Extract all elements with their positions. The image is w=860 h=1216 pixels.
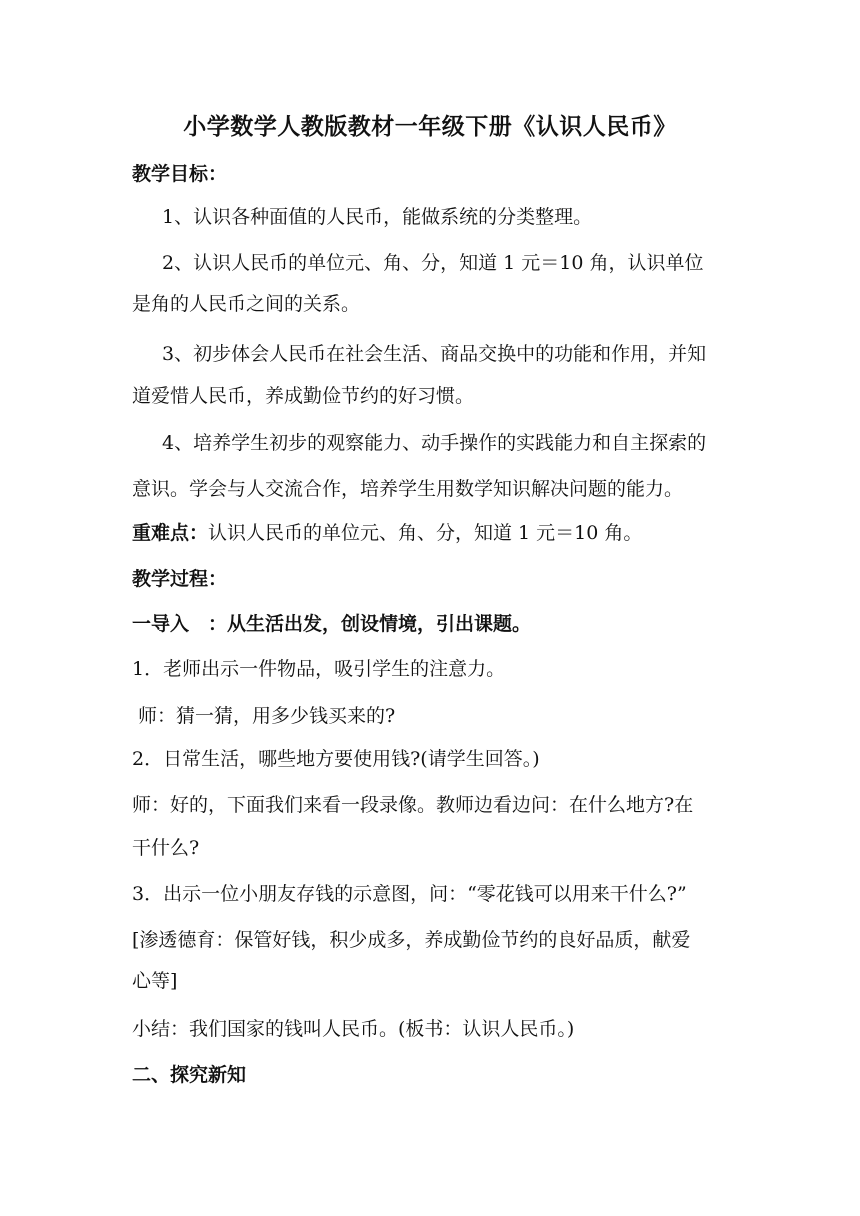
section-1-line-1: 1．老师出示一件物品，吸引学生的注意力。 xyxy=(132,658,506,680)
key-points-label: 重难点： xyxy=(132,522,209,544)
section-1-line-3: 2．日常生活，哪些地方要使用钱?(请学生回答。) xyxy=(132,748,540,770)
key-points-text: 认识人民币的单位元、角、分，知道 1 元＝10 角。 xyxy=(208,522,643,544)
section-1-line-2: 师：猜一猜，用多少钱买来的? xyxy=(138,705,396,727)
objective-3-line-2: 道爱惜人民币，养成勤俭节约的好习惯。 xyxy=(132,385,475,407)
section-1-line-5: 干什么? xyxy=(132,837,200,859)
objective-4-line-1: 4、培养学生初步的观察能力、动手操作的实践能力和自主探索的 xyxy=(162,432,707,454)
objective-3-line-1: 3、初步体会人民币在社会生活、商品交换中的功能和作用，并知 xyxy=(162,343,707,365)
section-1-line-8: 心等] xyxy=(132,970,178,992)
key-points xyxy=(132,519,642,547)
section-1-line-7: [渗透德育：保管好钱，积少成多，养成勤俭节约的良好品质，献爱 xyxy=(132,929,691,951)
section-2-heading: 二、探究新知 xyxy=(132,1064,247,1086)
objectives-heading: 教学目标： xyxy=(132,163,228,185)
process-heading: 教学过程： xyxy=(132,568,228,590)
section-1-line-9: 小结：我们国家的钱叫人民币。(板书：认识人民币。) xyxy=(132,1018,575,1040)
objective-4-line-2: 意识。学会与人交流合作，培养学生用数学知识解决问题的能力。 xyxy=(132,478,684,500)
section-1-line-6: 3．出示一位小朋友存钱的示意图，问：“零花钱可以用来干什么?” xyxy=(132,883,687,905)
document-title: 小学数学人教版教材一年级下册《认识人民币》 xyxy=(183,113,677,140)
objective-2-line-1: 2、认识人民币的单位元、角、分，知道 1 元＝10 角，认识单位 xyxy=(162,252,704,274)
objective-1-line-1: 1、认识各种面值的人民币，能做系统的分类整理。 xyxy=(162,206,593,228)
objective-2-line-2: 是角的人民币之间的关系。 xyxy=(132,293,361,315)
section-1-line-4: 师：好的，下面我们来看一段录像。教师边看边问：在什么地方?在 xyxy=(132,794,694,816)
section-1-heading: 一导入 ：从生活出发，创设情境，引出课题。 xyxy=(132,613,532,635)
